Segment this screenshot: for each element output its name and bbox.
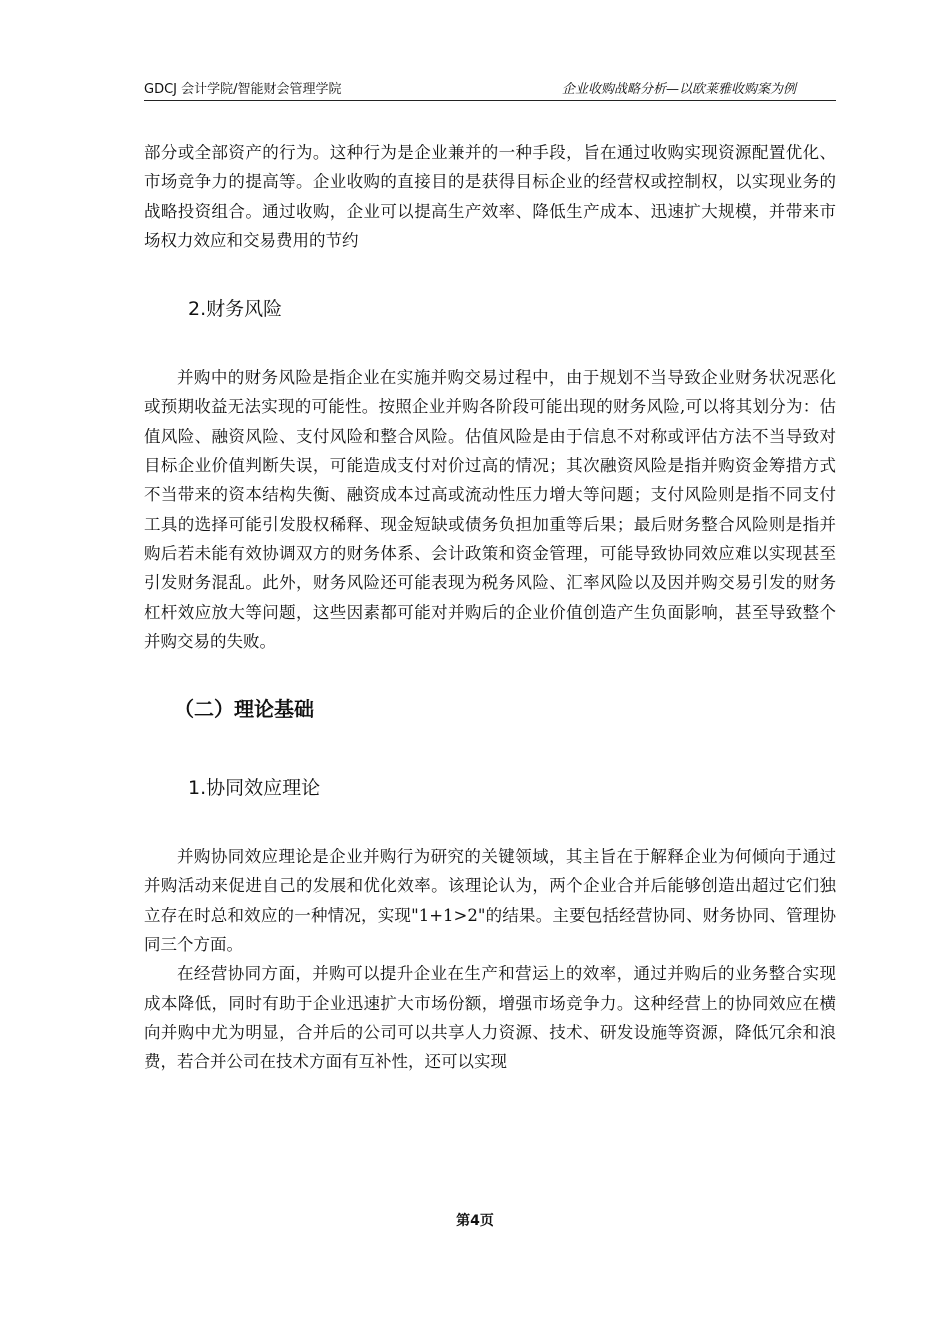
header-thesis-title: 企业收购战略分析—以欧莱雅收购案为例 — [561, 82, 796, 97]
header-institution: GDCJ 会计学院/智能财会管理学院 — [144, 82, 342, 97]
paragraph-financial-risk: 并购中的财务风险是指企业在实施并购交易过程中，由于规划不当导致企业财务状况恶化或预期收益无法实现的可能性。按照企业并购各阶段可能出现的财务风险,可以将其划分为：估值风险、融资风险、支付风险和整合风险。估值风险是由于信息不对称或评估方法不当导致对目标企业价值判断失误，可能造成支付对价过高的情况；其次融资风险是指并购资金筹措方式不当带来的资本结构失衡、融资成本过高或流动性压力增大等问题；支付风险则是指不同支付工具的选择可能引发股权稀释、现金短缺或债务负担加重等后果；最后财务整合风险则是指并购后若未能有效协调双方的财务体系、会计政策和资金管理，可能导致协同效应难以实现甚至引发财务混乱。此外，财务风险还可能表现为税务风险、汇率风险以及因并购交易引发的财务杠杆效应放大等问题，这些因素都可能对并购后的企业价值创造产生负面影响，甚至导致整个并购交易的失败。 — [144, 368, 836, 651]
page-number: 第4页 — [456, 1213, 494, 1229]
heading-financial-risk: 2.财务风险 — [188, 298, 283, 321]
page-content — [144, 138, 836, 1077]
heading-theory-basis: （二）理论基础 — [174, 697, 314, 722]
paragraph-synergy-1: 并购协同效应理论是企业并购行为研究的关键领域，其主旨在于解释企业为何倾向于通过并购活动来促进自己的发展和优化效率。该理论认为，两个企业合并后能够创造出超过它们独立存在时总和效应的一种情况，实现"1+1>2"的结果。主要包括经营协同、财务协同、管理协同三个方面。 — [144, 847, 836, 955]
paragraph-synergy-2: 在经营协同方面，并购可以提升企业在生产和营运上的效率，通过并购后的业务整合实现成本降低，同时有助于企业迅速扩大市场份额，增强市场竞争力。这种经营上的协同效应在横向并购中尤为明显，合并后的公司可以共享人力资源、技术、研发设施等资源，降低冗余和浪费，若合并公司在技术方面有互补性，还可以实现 — [144, 964, 836, 1072]
paragraph-continued: 部分或全部资产的行为。这种行为是企业兼并的一种手段，旨在通过收购实现资源配置优化、市场竞争力的提高等。企业收购的直接目的是获得目标企业的经营权或控制权，以实现业务的战略投资组合。通过收购，企业可以提高生产效率、降低生产成本、迅速扩大规模，并带来市场权力效应和交易费用的节约 — [144, 143, 836, 250]
page-header — [144, 76, 836, 101]
heading-synergy-theory: 1.协同效应理论 — [188, 777, 321, 800]
